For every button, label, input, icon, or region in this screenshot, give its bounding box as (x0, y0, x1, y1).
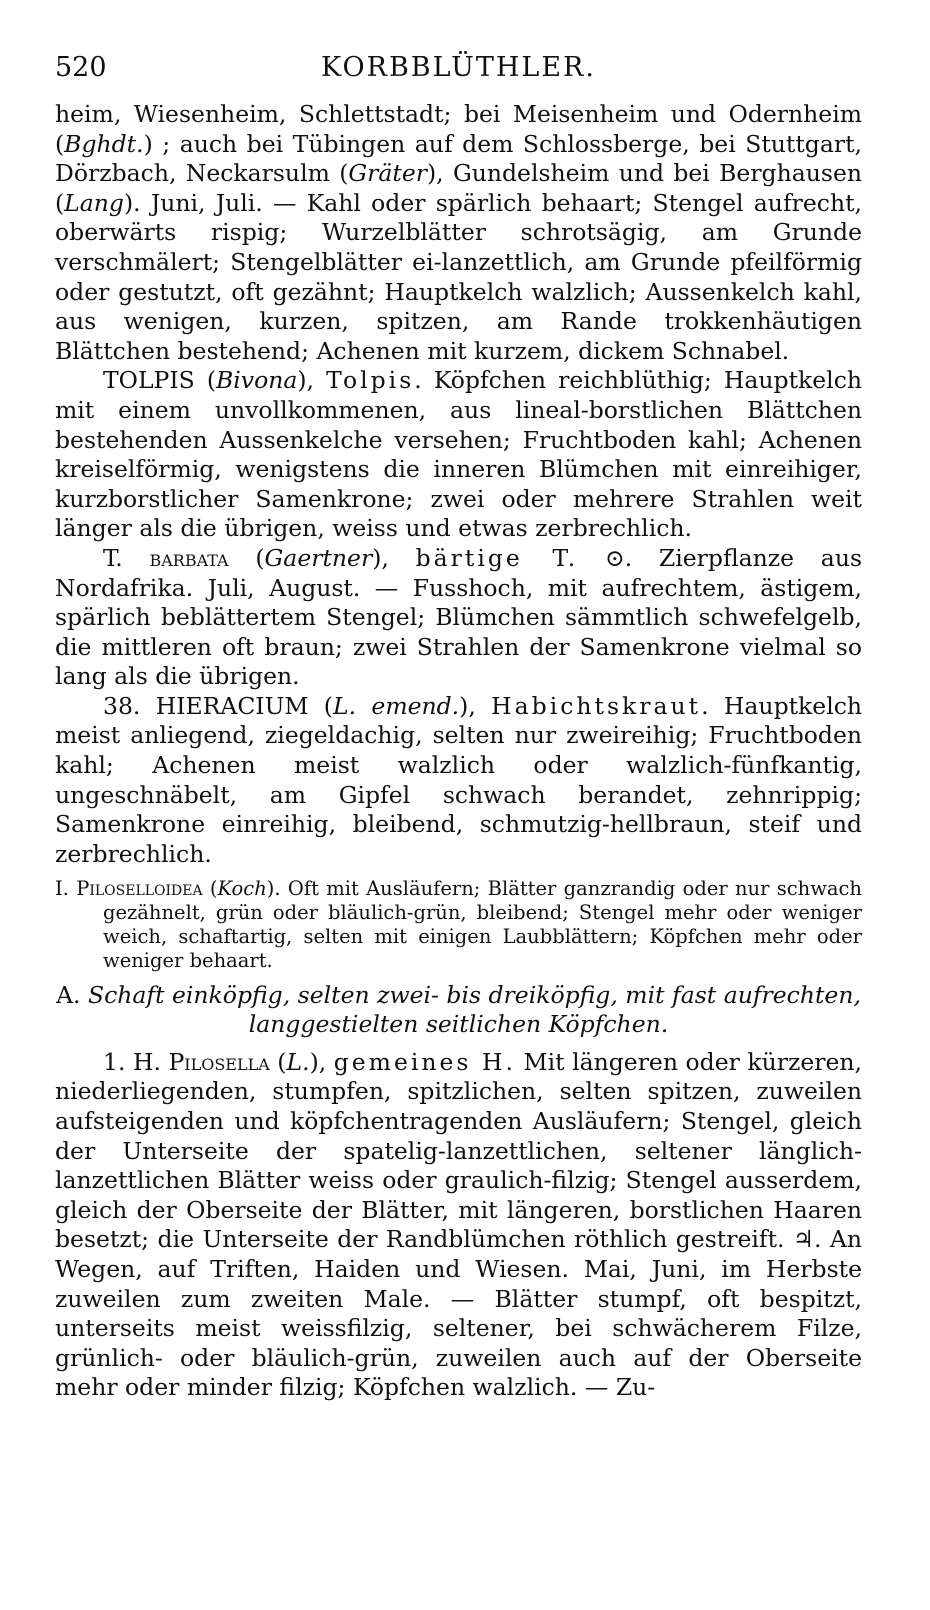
subsection-a-heading: A. Schaft einköpfig, selten zwei- bis dreiköpfig, mit fast aufrechten, langgestielten seitlichen Köpfchen. (56, 980, 861, 1039)
page-body (55, 100, 862, 1403)
paragraph-continuation: heim, Wiesenheim, Schlettstadt; bei Meisenheim und Odernheim (Bghdt.) ; auch bei Tübingen auf dem Schlossberge, bei Stuttgart, Dörzbach, Neckarsulm (Gräter), Gundelsheim und bei Berghausen (Lang). Juni, Juli. — Kahl oder spärlich behaart; Stengel aufrecht, oberwärts rispig; Wurzelblätter schrotsägig, am Grunde verschmälert; Stengelblätter ei-lanzettlich, am Grunde pfeilförmig oder gestutzt, oft gezähnt; Hauptkelch walzlich; Aussenkelch kahl, aus wenigen, kurzen, spitzen, am Rande trokkenhäutigen Blättchen bestehend; Achenen mit kurzem, dickem Schnabel. (55, 100, 862, 365)
section-piloselloidea: I. Piloselloidea (Koch). Oft mit Ausläufern; Blätter ganzrandig oder nur schwach gezähnelt, grün oder bläulich-grün, bleibend; Stengel mehr oder weniger weich, schaftartig, selten mit einigen Laubblättern; Köpfchen mehr oder weniger behaart. (55, 877, 862, 972)
page-header (55, 40, 862, 100)
genus-tolpis: TOLPIS (Bivona), Tolpis. Köpfchen reichblüthig; Hauptkelch mit einem unvollkommenen, aus lineal-borstlichen Blättchen bestehenden Aussenkelche versehen; Fruchtboden kahl; Achenen kreiselförmig, wenigstens die inneren Blümchen mit einreihiger, kurzborstlicher Samenkrone; zwei oder mehrere Strahlen weit länger als die übrigen, weiss und etwas zerbrechlich. (55, 366, 862, 543)
species-tolpis-barbata: T. barbata (Gaertner), bärtige T. ⊙. Zierpflanze aus Nordafrika. Juli, August. — Fusshoch, mit aufrechtem, ästigem, spärlich beblättertem Stengel; Blümchen sämmtlich schwefelgelb, die mittleren oft braun; zwei Strahlen der Samenkrone vielmal so lang als die übrigen. (55, 543, 863, 691)
running-title: KORBBLÜTHLER. (321, 52, 596, 83)
species-hieracium-pilosella: 1. H. Pilosella (L.), gemeines H. Mit längeren oder kürzeren, niederliegenden, stumpfen, spitzlichen, selten spitzen, zuweilen aufsteigenden und köpfchentragenden Ausläufern; Stengel, gleich der Unterseite der spatelig-lanzettlichen, seltener länglich-lanzettlichen Blätter weiss oder graulich-filzig; Stengel ausserdem, gleich der Oberseite der Blätter, mit längeren, borstlichen Haaren besetzt; die Unterseite der Randblümchen röthlich gestreift. ♃. An Wegen, auf Triften, Haiden und Wiesen. Mai, Juni, im Herbste zuweilen zum zweiten Male. — Blätter stumpf, oft bespitzt, unterseits meist weissfilzig, seltener, bei schwächerem Filze, grünlich- oder bläulich-grün, zuweilen auch auf der Oberseite mehr oder minder filzig; Köpfchen walzlich. — Zu- (55, 1047, 863, 1402)
genus-hieracium: 38. HIERACIUM (L. emend.), Habichtskraut. Hauptkelch meist anliegend, ziegeldachig, selten nur zweireihig; Fruchtboden kahl; Achenen meist walzlich oder walzlich-fünfkantig, ungeschnäbelt, am Gipfel schwach berandet, zehnrippig; Samenkrone einreihig, bleibend, schmutzig-hellbraun, steif und zerbrechlich. (55, 691, 863, 868)
page-number: 520 (55, 52, 107, 83)
